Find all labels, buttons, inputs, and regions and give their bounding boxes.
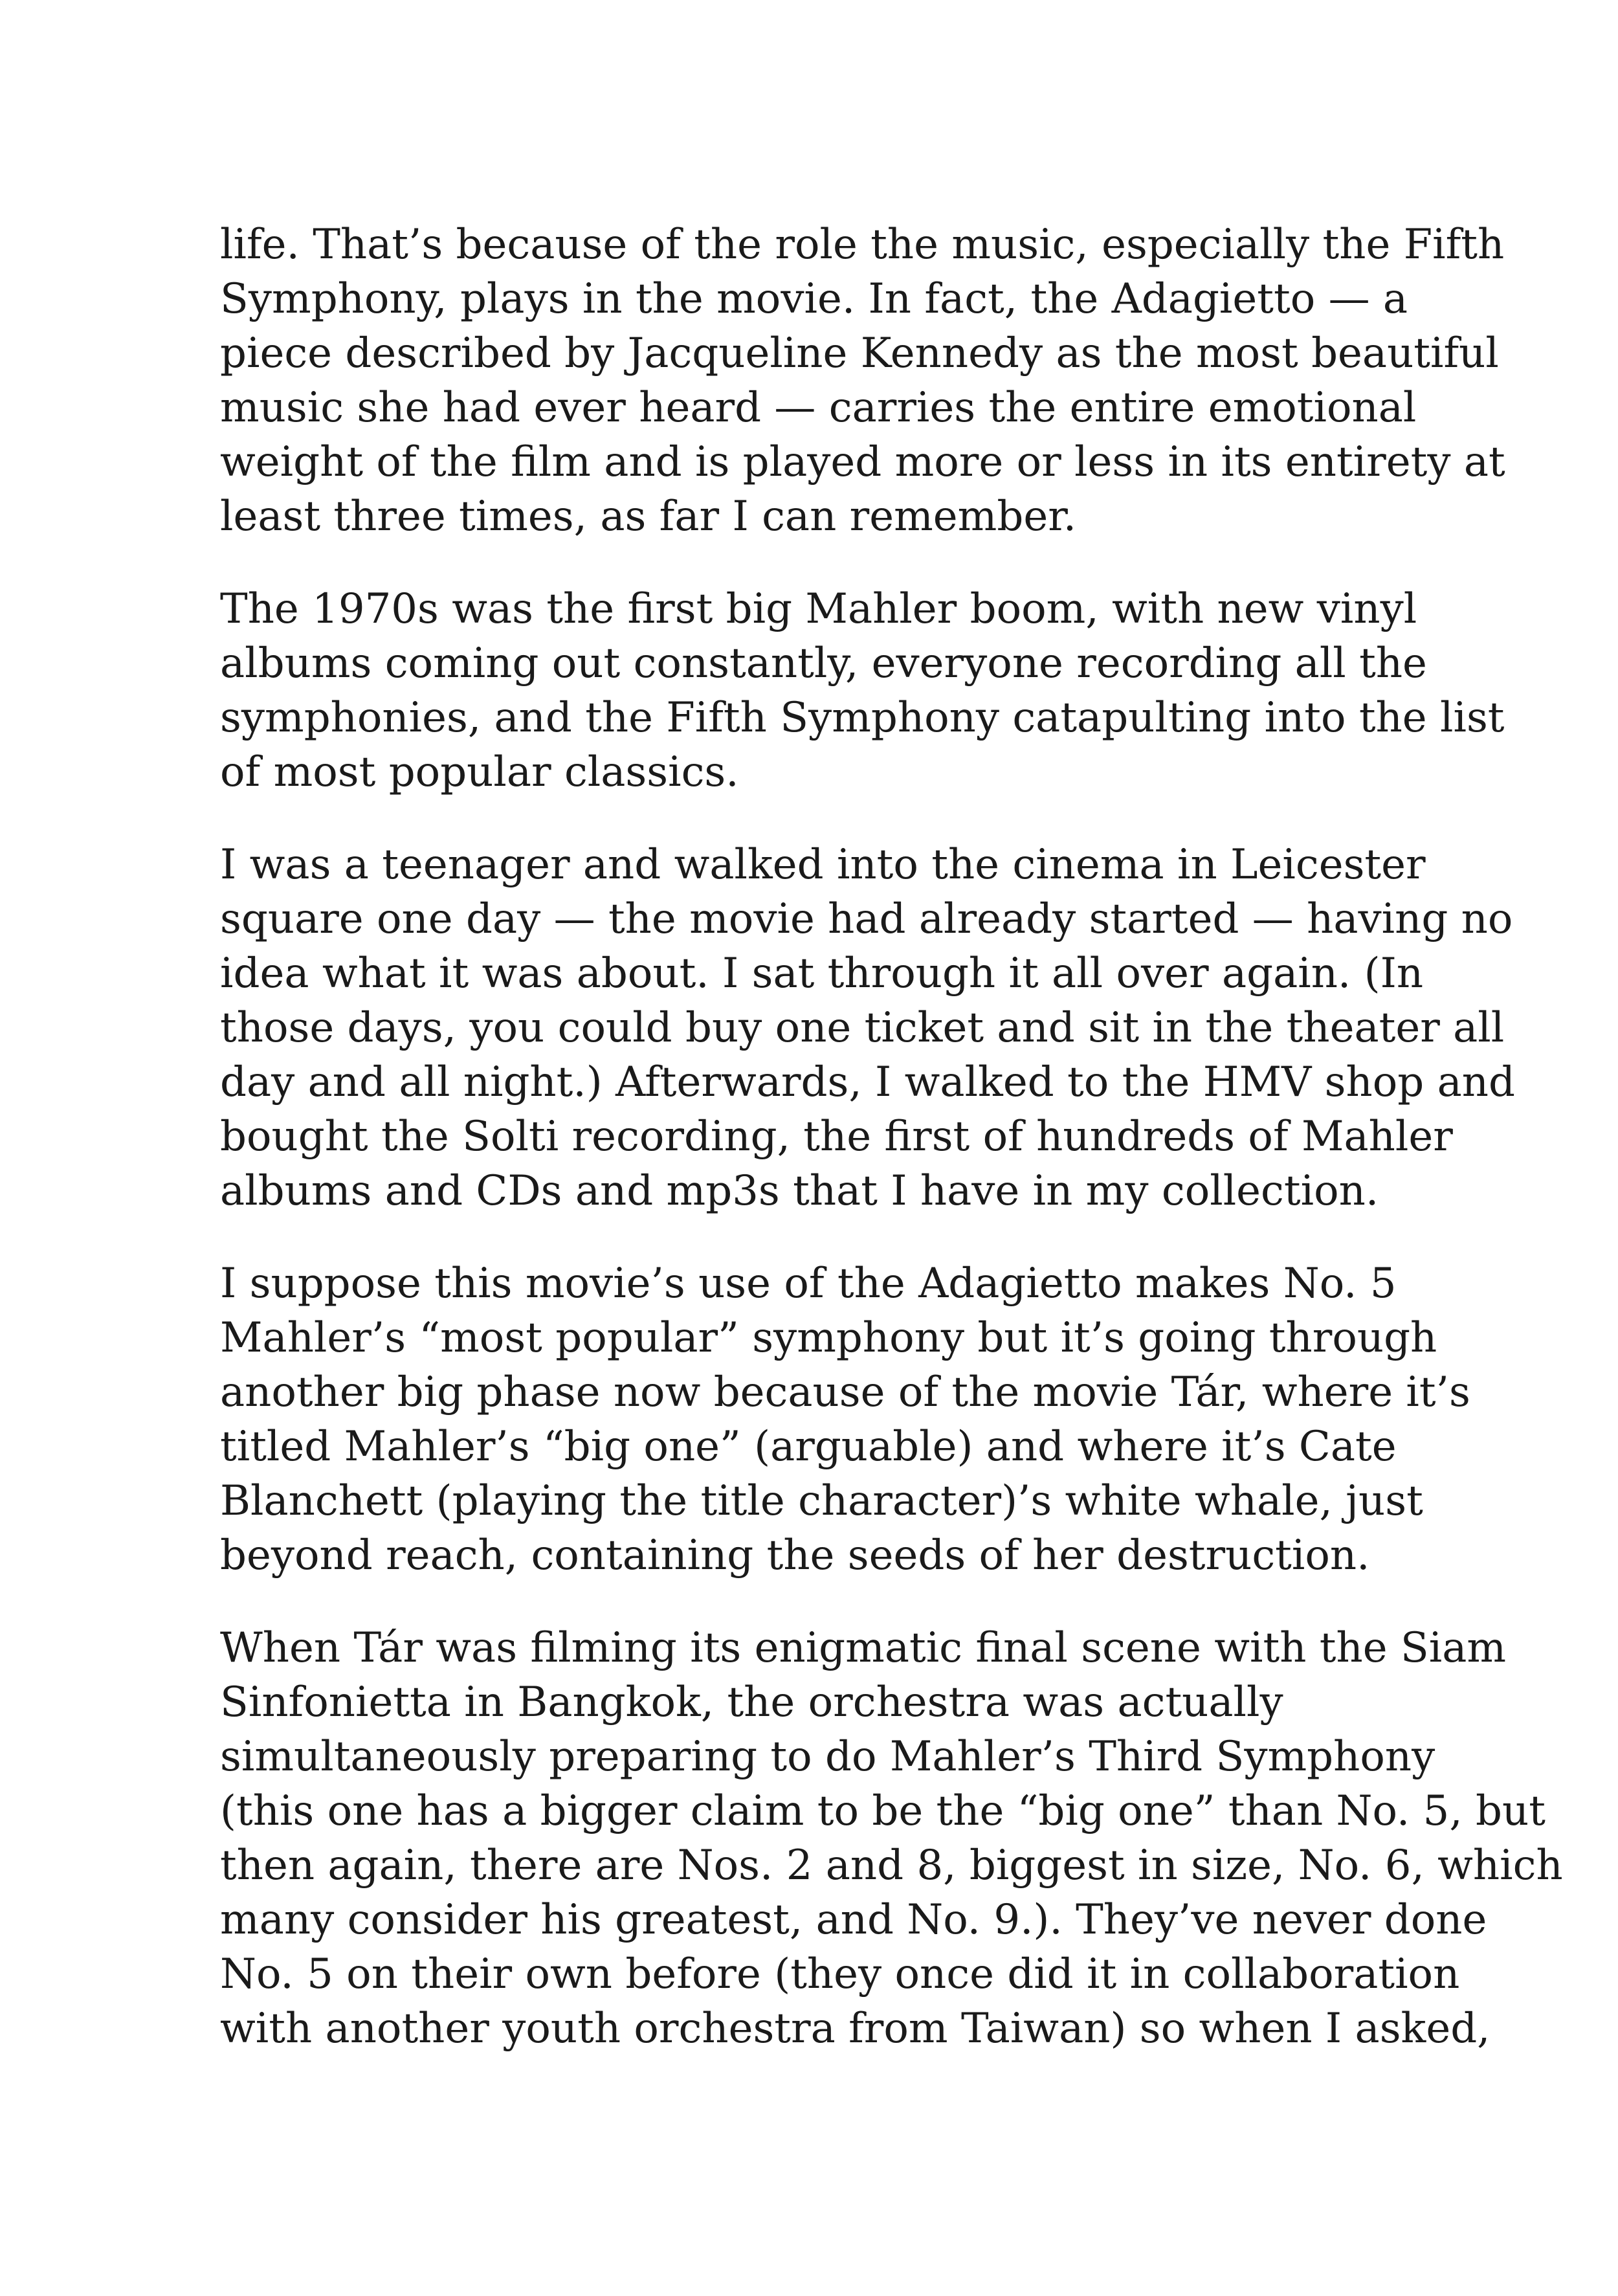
paragraph-4: [220, 1256, 1470, 1583]
text-line: I was a teenager and walked into the cinema in Leicester: [220, 841, 1426, 889]
text-line: albums coming out constantly, everyone recording all the: [220, 640, 1427, 687]
text-line: those days, you could buy one ticket and sit in the theater all: [220, 1004, 1505, 1052]
text-line: day and all night.) Afterwards, I walked to the HMV shop and: [220, 1058, 1515, 1106]
text-line: life. That’s because of the role the music, especially the Fifth: [220, 221, 1505, 269]
paragraph-3: [220, 838, 1515, 1218]
text-line: another big phase now because of the movie Tár, where it’s: [220, 1368, 1470, 1416]
text-line: Mahler’s “most popular” symphony but it’s going through: [220, 1314, 1437, 1362]
text-line: idea what it was about. I sat through it all over again. (In: [220, 950, 1424, 998]
text-line: beyond reach, containing the seeds of her destruction.: [220, 1532, 1370, 1579]
text-line: When Tár was filming its enigmatic final scene with the Siam: [220, 1624, 1507, 1672]
text-line: Symphony, plays in the movie. In fact, the Adagietto — a: [220, 275, 1408, 323]
paragraph-2: [220, 582, 1505, 799]
text-line: No. 5 on their own before (they once did it in collaboration: [220, 1950, 1460, 1998]
text-line: square one day — the movie had already started — having no: [220, 895, 1513, 943]
text-line: titled Mahler’s “big one” (arguable) and where it’s Cate: [220, 1423, 1397, 1471]
text-line: albums and CDs and mp3s that I have in my collection.: [220, 1167, 1379, 1215]
text-line: bought the Solti recording, the first of hundreds of Mahler: [220, 1113, 1453, 1161]
text-line: The 1970s was the first big Mahler boom, with new vinyl: [220, 585, 1417, 633]
text-line: simultaneously preparing to do Mahler’s Third Symphony: [220, 1733, 1435, 1781]
text-line: (this one has a bigger claim to be the “big one” than No. 5, but: [220, 1787, 1546, 1835]
paragraph-5: [220, 1621, 1563, 2056]
text-line: music she had ever heard — carries the entire emotional: [220, 384, 1417, 432]
text-line: Blanchett (playing the title character)’s white whale, just: [220, 1477, 1423, 1525]
text-line: with another youth orchestra from Taiwan) so when I asked,: [220, 2005, 1491, 2053]
body-text: [220, 217, 1563, 2094]
text-line: weight of the film and is played more or less in its entirety at: [220, 438, 1505, 486]
text-line: least three times, as far I can remember.: [220, 493, 1077, 541]
text-line: then again, there are Nos. 2 and 8, biggest in size, No. 6, which: [220, 1842, 1563, 1889]
text-line: piece described by Jacqueline Kennedy as the most beautiful: [220, 329, 1499, 377]
text-line: Sinfonietta in Bangkok, the orchestra was actually: [220, 1678, 1283, 1726]
text-line: many consider his greatest, and No. 9.). They’ve never done: [220, 1896, 1487, 1944]
text-line: I suppose this movie’s use of the Adagietto makes No. 5: [220, 1260, 1397, 1308]
text-line: symphonies, and the Fifth Symphony catapulting into the list: [220, 694, 1505, 742]
paragraph-1: [220, 217, 1505, 544]
text-line: of most popular classics.: [220, 748, 739, 796]
